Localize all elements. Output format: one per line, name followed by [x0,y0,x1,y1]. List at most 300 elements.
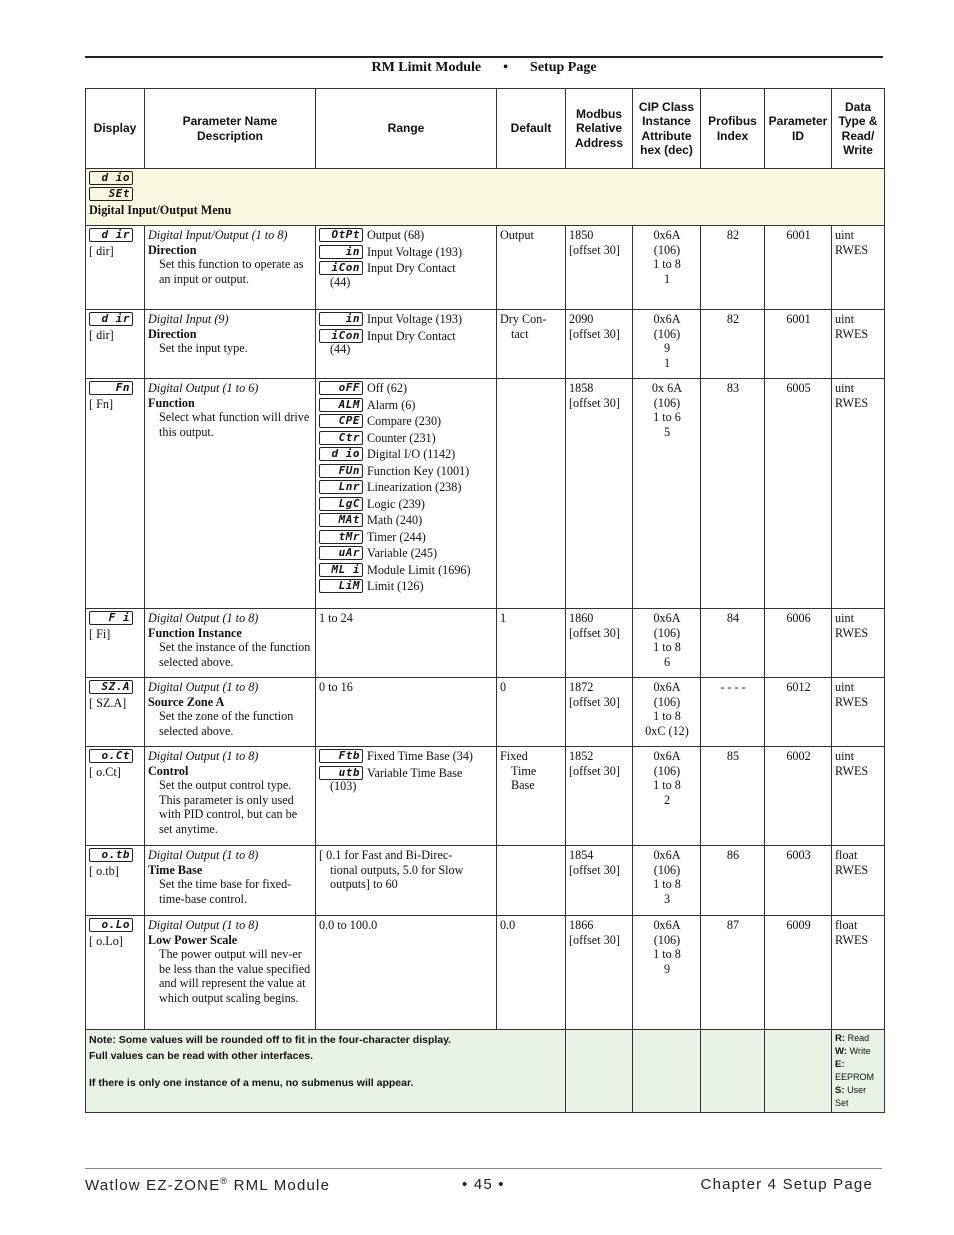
lcd-display: Fn [89,381,133,395]
read-write: RWES [835,395,869,410]
range-text: 0 to 16 [319,680,353,694]
lcd-display: OtPt [319,228,363,242]
column-header: Display [86,89,145,169]
lcd-display: CPE [319,414,363,428]
data-type-cell [832,846,885,916]
parameter-scope: Digital Input (9) [148,312,229,326]
parameter-table [85,88,885,1113]
lcd-display: uAr [319,546,363,560]
modbus-address: 1850 [569,228,594,242]
range-option-text [367,513,422,528]
profibus-index: 86 [701,846,765,916]
default-cell [497,846,566,916]
default-value: tact [511,326,529,341]
range-option [319,546,494,561]
range-option-code: (44) [330,274,351,289]
parameter-description: Set this function to operate as an input or output. [159,257,304,286]
read-write: RWES [835,242,869,257]
range-option [319,312,494,327]
range-cell [316,609,497,678]
range-option-label: Function Key (1001) [367,463,470,478]
range-option-text [367,563,471,578]
data-type-cell [832,747,885,846]
parameter-scope: Digital Input/Output (1 to 8) [148,228,288,242]
lcd-display: o.Ct [89,749,133,763]
column-header: Range [316,89,497,169]
cip-value: 0x6A [653,680,681,694]
range-option-label: Input Dry Contact [367,261,456,275]
parameter-id: 6001 [765,226,832,310]
display-cell [86,747,145,846]
lcd-display: oFF [319,381,363,395]
range-option-text [367,749,473,764]
note-empty-cell [765,1030,832,1113]
parameter-id: 6005 [765,379,832,609]
default-value: Fixed [500,749,528,763]
range-option-text [367,312,462,327]
column-header: Parameter ID [765,89,832,169]
lcd-display: o.Lo [89,918,133,932]
read-write: RWES [835,932,869,947]
cip-value: 3 [663,891,671,906]
read-write: RWES [835,326,869,341]
display-code: [ o.Lo] [89,934,123,949]
range-option-text [367,414,441,429]
parameter-cell [145,226,316,310]
lcd-display: d io [89,171,133,185]
modbus-cell [566,609,633,678]
range-cell [316,379,497,609]
range-option-text [367,766,462,781]
note-row [86,1030,885,1113]
range-option [319,530,494,545]
display-code: [ o.Ct] [89,765,121,780]
cip-value: 1 to 8 [653,877,681,891]
legend-key: S: [835,1085,845,1096]
default-cell [497,226,566,310]
parameter-id: 6012 [765,678,832,747]
lcd-display: ML i [319,563,363,577]
data-type: float [835,848,858,862]
lcd-display: Ctr [319,431,363,445]
legend-item [835,1058,882,1084]
top-rule [85,56,883,58]
parameter-description: The power output will nev-er be less than the value specified and will represent the value at which output scaling begins. [159,947,311,1005]
cip-value: (106) [653,694,681,709]
range-option [319,464,494,479]
range-option-text [367,431,436,446]
range-option [319,480,494,495]
modbus-cell [566,916,633,1030]
note-cell [86,1030,566,1113]
header-page: Setup Page [530,60,597,75]
range-option-text [367,447,455,462]
range-option-label: Logic (239) [367,496,425,511]
cip-value: 1 to 8 [653,778,681,792]
table-row [86,678,885,747]
display-code: [ dir] [89,328,114,343]
range-option-text [367,329,456,344]
legend-key: E: [835,1059,845,1070]
lcd-display: FUn [319,464,363,478]
legend-item [835,1045,882,1058]
lcd-display: in [319,245,363,259]
display-code: [ dir] [89,244,114,259]
cip-value: 2 [663,792,671,807]
display-cell [86,310,145,379]
cip-value: 0x 6A [651,381,683,395]
default-value: Base [511,778,535,792]
display-code: [ Fn] [89,397,114,412]
lcd-display: iCon [319,261,363,275]
lcd-display: F i [89,611,133,625]
read-write: RWES [835,763,869,778]
column-header: Data Type & Read/ Write [832,89,885,169]
default-value: Output [500,228,534,242]
range-option-label: Counter (231) [367,430,436,445]
profibus-index: 85 [701,747,765,846]
display-code: [ o.tb] [89,864,119,879]
cip-value: 0x6A [653,749,681,763]
data-type-cell [832,916,885,1030]
range-option [319,329,494,344]
menu-row [86,169,885,226]
range-option-label: Compare (230) [367,414,442,428]
range-option-label: Timer (244) [367,529,426,544]
range-cell [316,916,497,1030]
cip-value: (106) [653,242,681,257]
footer-rule [85,1168,882,1169]
modbus-offset: [offset 30] [569,625,620,640]
range-option [319,513,494,528]
range-option [319,431,494,446]
display-code: [ SZ.A] [89,696,127,711]
data-type: uint [835,312,854,326]
cip-value: 0x6A [653,312,681,326]
data-type: uint [835,228,854,242]
modbus-cell [566,846,633,916]
default-value: 1 [500,611,507,625]
range-option-label: Off (62) [367,381,408,395]
header-separator: • [503,60,509,75]
cip-value: (106) [653,395,681,410]
lcd-display: utb [319,766,363,780]
default-value: 0.0 [500,918,516,932]
read-write: RWES [835,862,869,877]
range-cell [316,678,497,747]
cip-cell [633,916,701,1030]
range-cell [316,747,497,846]
modbus-offset: [offset 30] [569,326,620,341]
cip-value: 1 to 6 [653,410,681,424]
data-type: uint [835,381,854,395]
modbus-offset: [offset 30] [569,932,620,947]
range-option-text [367,261,456,276]
range-cell [316,310,497,379]
cip-cell [633,226,701,310]
parameter-id: 6001 [765,310,832,379]
parameter-description: Set the time base for fixed-time-base control. [159,877,292,906]
note-text [89,1032,563,1091]
range-option-label: Math (240) [367,513,423,527]
lcd-display: MAt [319,513,363,527]
lcd-display: in [319,312,363,326]
modbus-offset: [offset 30] [569,242,620,257]
range-option-text [367,464,469,479]
cip-value: 1 [663,355,671,370]
range-option-label: Variable (245) [367,546,438,560]
note-empty-cell [701,1030,765,1113]
cip-value: (106) [653,763,681,778]
table-row [86,609,885,678]
lcd-display: LiM [319,579,363,593]
legend-key: W: [835,1046,847,1057]
legend-value: EEPROM [835,1072,875,1082]
parameter-cell [145,846,316,916]
lcd-display: SZ.A [89,680,133,694]
lcd-display: Lnr [319,480,363,494]
parameter-id: 6006 [765,609,832,678]
data-type: uint [835,680,854,694]
column-header: Default [497,89,566,169]
parameter-name: Direction [148,326,197,341]
note-empty-cell [633,1030,701,1113]
parameter-description: Set the input type. [159,341,248,355]
modbus-cell [566,747,633,846]
cip-cell [633,846,701,916]
range-text: 1 to 24 [319,611,353,625]
display-cell [86,226,145,310]
range-option-text [367,398,415,413]
read-write: RWES [835,625,869,640]
range-option-code: (103) [330,779,357,793]
parameter-description: Select what function will drive this output. [159,410,310,439]
parameter-id: 6002 [765,747,832,846]
range-option-text [367,497,425,512]
modbus-address: 1866 [569,918,594,932]
cip-cell [633,747,701,846]
range-option-label: Alarm (6) [367,397,416,412]
range-text: tional outputs, 5.0 for Slow outputs] to 60 [330,862,464,891]
data-type-cell [832,310,885,379]
menu-cell [86,169,885,226]
parameter-id: 6009 [765,916,832,1030]
modbus-address: 2090 [569,312,594,326]
default-cell [497,609,566,678]
table-row [86,310,885,379]
note-line: Full values can be read with other interfaces. [89,1050,314,1062]
parameter-name: Control [148,763,189,778]
range-option [319,563,494,578]
table-row [86,226,885,310]
profibus-index: 87 [701,916,765,1030]
legend-value: Read [847,1033,870,1043]
lcd-display: o.tb [89,848,133,862]
parameter-cell [145,678,316,747]
note-spacer [89,1064,563,1075]
range-option-code: (44) [330,342,351,356]
default-cell [497,310,566,379]
modbus-address: 1860 [569,611,594,625]
lcd-display: LgC [319,497,363,511]
range-option-label: Limit (126) [367,579,424,593]
menu-title: Digital Input/Output Menu [89,203,232,218]
range-text: [ 0.1 for Fast and Bi-Direc- [319,848,453,862]
profibus-index: 84 [701,609,765,678]
parameter-scope: Digital Output (1 to 8) [148,918,259,932]
lcd-display: d io [319,447,363,461]
data-type-cell [832,379,885,609]
parameter-description: Set the instance of the function selected above. [159,640,311,669]
range-option-label: Variable Time Base [367,765,463,780]
display-cell [86,678,145,747]
lcd-display: ALM [319,398,363,412]
data-type: uint [835,749,854,763]
range-option-text [367,228,424,243]
cip-value: 9 [663,341,671,355]
lcd-display: tMr [319,530,363,544]
lcd-display: iCon [319,329,363,343]
header-module: RM Limit Module [371,60,482,75]
range-option-label: Input Voltage (193) [367,312,463,326]
display-cell [86,846,145,916]
range-option-text [367,546,437,561]
cip-value: 9 [663,961,671,976]
range-option-text [367,245,462,260]
cip-cell [633,678,701,747]
range-option-text [367,579,424,594]
note-line: Note: Some values will be rounded off to fit in the four-character display. [89,1034,452,1046]
range-option-text [367,530,426,545]
data-type-cell [832,678,885,747]
modbus-cell [566,678,633,747]
range-cell [316,226,497,310]
modbus-address: 1852 [569,749,594,763]
note-line: If there is only one instance of a menu, no submenus will appear. [89,1077,414,1089]
table-row [86,846,885,916]
modbus-cell [566,379,633,609]
lcd-display: d ir [89,228,133,242]
modbus-offset: [offset 30] [569,862,620,877]
parameter-name: Direction [148,242,197,257]
modbus-cell [566,226,633,310]
parameter-cell [145,916,316,1030]
cip-value: (106) [653,932,681,947]
profibus-index: 83 [701,379,765,609]
cip-cell [633,379,701,609]
parameter-cell [145,747,316,846]
cip-value: 0xC (12) [645,723,689,738]
cip-value: 0x6A [653,848,681,862]
range-option [319,381,494,396]
parameter-cell [145,609,316,678]
parameter-name: Low Power Scale [148,932,238,947]
range-option [319,245,494,260]
cip-value: 1 to 8 [653,947,681,961]
legend-item [835,1084,882,1110]
cip-cell [633,310,701,379]
parameter-scope: Digital Output (1 to 8) [148,611,259,625]
default-value: Time [511,763,537,778]
page-number: • 45 • [462,1176,505,1193]
profibus-index: - - - - [701,678,765,747]
range-option [319,766,494,781]
legend-key: R: [835,1033,846,1044]
range-option-label: Input Voltage (193) [367,244,463,259]
cip-value: 0x6A [653,611,681,625]
legend-cell [832,1030,885,1113]
cip-value: (106) [653,326,681,341]
profibus-index: 82 [701,310,765,379]
range-cell [316,846,497,916]
range-option-label: Digital I/O (1142) [367,447,456,461]
modbus-address: 1854 [569,848,594,862]
default-value: 0 [500,680,507,694]
legend-value: User Set [835,1085,867,1108]
range-option [319,261,494,276]
parameter-scope: Digital Output (1 to 8) [148,749,259,763]
read-write: RWES [835,694,869,709]
default-cell [497,747,566,846]
parameter-name: Source Zone A [148,694,225,709]
default-value: Dry Con- [500,312,547,326]
modbus-cell [566,310,633,379]
legend-item [835,1032,882,1045]
range-option-label: Module Limit (1696) [367,562,471,577]
cip-value: (106) [653,862,681,877]
parameter-cell [145,310,316,379]
cip-value: (106) [653,625,681,640]
note-empty-cell [566,1030,633,1113]
range-option [319,398,494,413]
display-cell [86,379,145,609]
parameter-cell [145,379,316,609]
parameter-name: Function [148,395,195,410]
parameter-name: Time Base [148,862,203,877]
lcd-display: d ir [89,312,133,326]
data-type-cell [832,226,885,310]
range-option-label: Linearization (238) [367,480,462,494]
cip-cell [633,609,701,678]
parameter-description: Set the zone of the function selected above. [159,709,294,738]
range-option [319,228,494,243]
range-option-text [367,381,407,396]
legend-value: Write [849,1046,871,1056]
cip-value: 5 [663,424,671,439]
default-cell [497,379,566,609]
column-header: CIP Class Instance Attribute hex (dec) [633,89,701,169]
range-option-text [367,480,461,495]
range-option-label: Output (68) [367,228,425,242]
column-header: Parameter Name Description [145,89,316,169]
range-option [319,749,494,764]
table-row [86,916,885,1030]
cip-value: 1 [663,271,671,286]
modbus-address: 1872 [569,680,594,694]
default-cell [497,678,566,747]
range-option [319,579,494,594]
parameter-scope: Digital Output (1 to 8) [148,680,259,694]
data-type: float [835,918,858,932]
range-text: 0.0 to 100.0 [319,918,378,932]
parameter-scope: Digital Output (1 to 8) [148,848,259,862]
range-option-label: Input Dry Contact [367,328,456,343]
range-option [319,447,494,462]
table-row [86,747,885,846]
parameter-name: Function Instance [148,625,242,640]
column-header: Profibus Index [701,89,765,169]
modbus-offset: [offset 30] [569,395,620,410]
